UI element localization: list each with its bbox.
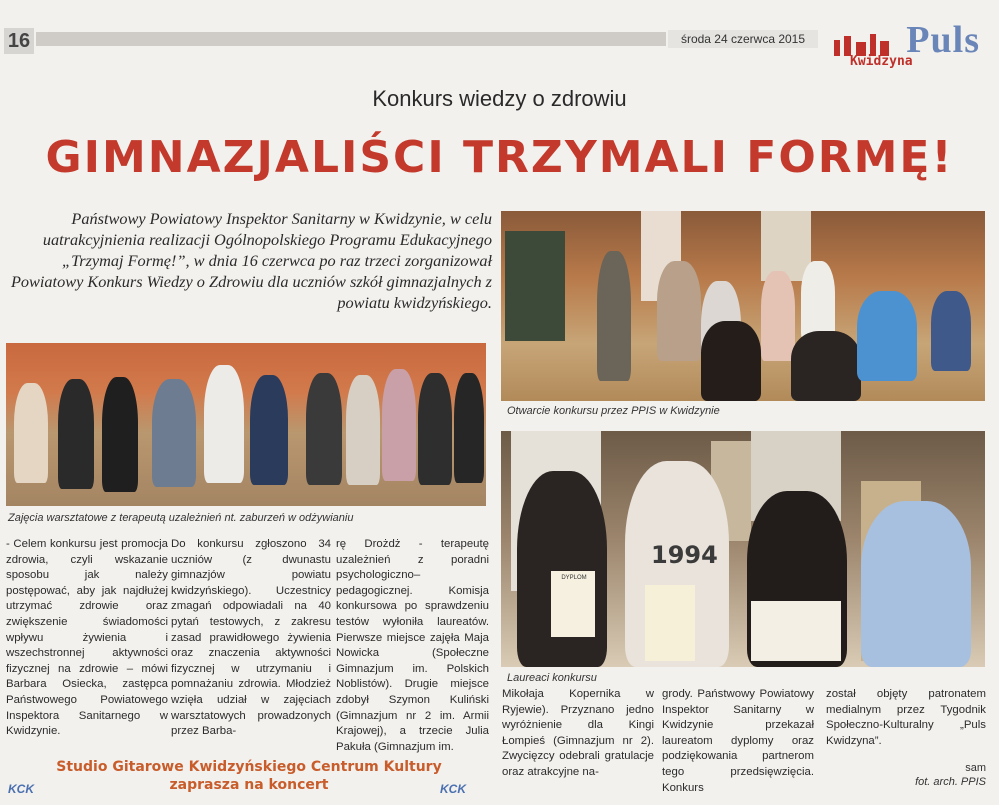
header-rule	[36, 32, 666, 46]
article-column-2	[171, 537, 331, 740]
shirt-print: 1994	[651, 541, 718, 569]
signature-author: sam	[965, 762, 986, 774]
column-text: został objęty patronatem medialnym przez Tygodnik Społeczno-Kulturalny „Puls Kwidzyna”.	[826, 688, 986, 747]
kck-logo-left: KCK	[8, 782, 34, 796]
column-text: Mikołaja Kopernika w Ryjewie). Przyznano jedno wyróżnienie dla Kingi Łompieś (Gimnazjum nr 2). Zwycięzcy odebrali gratulacje oraz atrakcyjne na-	[502, 688, 654, 778]
ad-line-1: Studio Gitarowe Kwidzyńskiego Centrum Kultury	[56, 759, 442, 775]
puls-kwidzyna-logo	[828, 18, 998, 74]
caption-workshop: Zajęcia warsztatowe z terapeutą uzależnień nt. zaburzeń w odżywianiu	[8, 512, 354, 524]
article-kicker: Konkurs wiedzy o zdrowiu	[372, 86, 627, 111]
article-column-6	[826, 687, 986, 749]
concert-ad	[6, 758, 492, 802]
column-text: Do konkursu zgłoszono 34 uczniów (z dwunastu gimnazjów powiatu kwidzyńskiego). Uczestnicy zmagań odpowiadali na 40 pytań testowych, z zakresu zasad prawidłowego żywienia oraz znaczenia aktywności fizycznej w utrzymaniu i pomnażaniu zdrowia. Młodzież wzięła udział w zajęciach warsztatowych prowadzonych przez Barba-	[171, 538, 331, 738]
kck-logo-right: KCK	[440, 782, 466, 796]
ad-line-2: zaprasza na koncert	[169, 777, 329, 793]
photo-winners	[501, 431, 985, 667]
article-column-4	[502, 687, 654, 781]
article-headline: GIMNAZJALIŚCI TRZYMALI FORMĘ!	[45, 132, 954, 183]
photo-workshop	[6, 343, 486, 506]
logo-puls: Puls	[906, 19, 980, 61]
column-text: rę Drożdż - terapeutę uzależnień z poradni psychologiczno–pedagogicznej. Komisja konkursowa po sprawdzeniu testów wyłoniła laureatów. Pierwsze miejsce zajęła Maja Nowicka (Społeczne Gimnazjum im. Polskich Noblistów). Drugie miejsce zdobył Szymon Kuliński (Gimnazjum nr 2 im. Armii Krajowej), a trzecie Julia Pakuła (Gimnazjum im.	[336, 538, 489, 753]
photo-opening	[501, 211, 985, 401]
article-lead: Państwowy Powiatowy Inspektor Sanitarny w Kwidzynie, w celu uatrakcyjnienia realizacji Ogólnopolskiego Programu Edukacyjnego „Trzymaj Formę!”, w dnia 16 czerwca po raz trzeci zorganizował Powiatowy Konkurs Wiedzy o Zdrowiu dla uczniów szkół gimnazjalnych z powiatu kwidzyńskiego.	[10, 209, 492, 312]
issue-date: środa 24 czerwca 2015	[668, 30, 818, 48]
article-column-5	[662, 687, 814, 796]
caption-winners: Laureaci konkursu	[507, 672, 597, 684]
logo-city: Kwidzyna	[850, 54, 913, 69]
article-column-3	[336, 537, 489, 755]
column-text: grody. Państwowy Powiatowy Inspektor Sanitarny w Kwidzynie przekazał laureatom dyplomy oraz podziękowania partnerom tego przedsięwzięcia. Konkurs	[662, 688, 814, 794]
castle-towers-icon	[832, 32, 892, 56]
caption-opening: Otwarcie konkursu przez PPIS w Kwidzynie	[507, 405, 720, 417]
column-text: - Celem konkursu jest promocja zdrowia, czyli wskazanie sposobu jak należy postępować, aby jak najdłużej utrzymać zdrowie oraz zwiększenie świadomości wpływu żywienia i wszechstronnej aktywności fizycznej na zdrowie – mówi Barbara Osiecka, zastępca Państwowego Powiatowego Inspektora Sanitarnego w Kwidzynie.	[6, 538, 168, 738]
page-number: 16	[4, 28, 34, 54]
article-column-1	[6, 537, 168, 740]
signature-photo: fot. arch. PPIS	[915, 776, 986, 788]
diploma-label: DYPLOM	[561, 575, 587, 581]
